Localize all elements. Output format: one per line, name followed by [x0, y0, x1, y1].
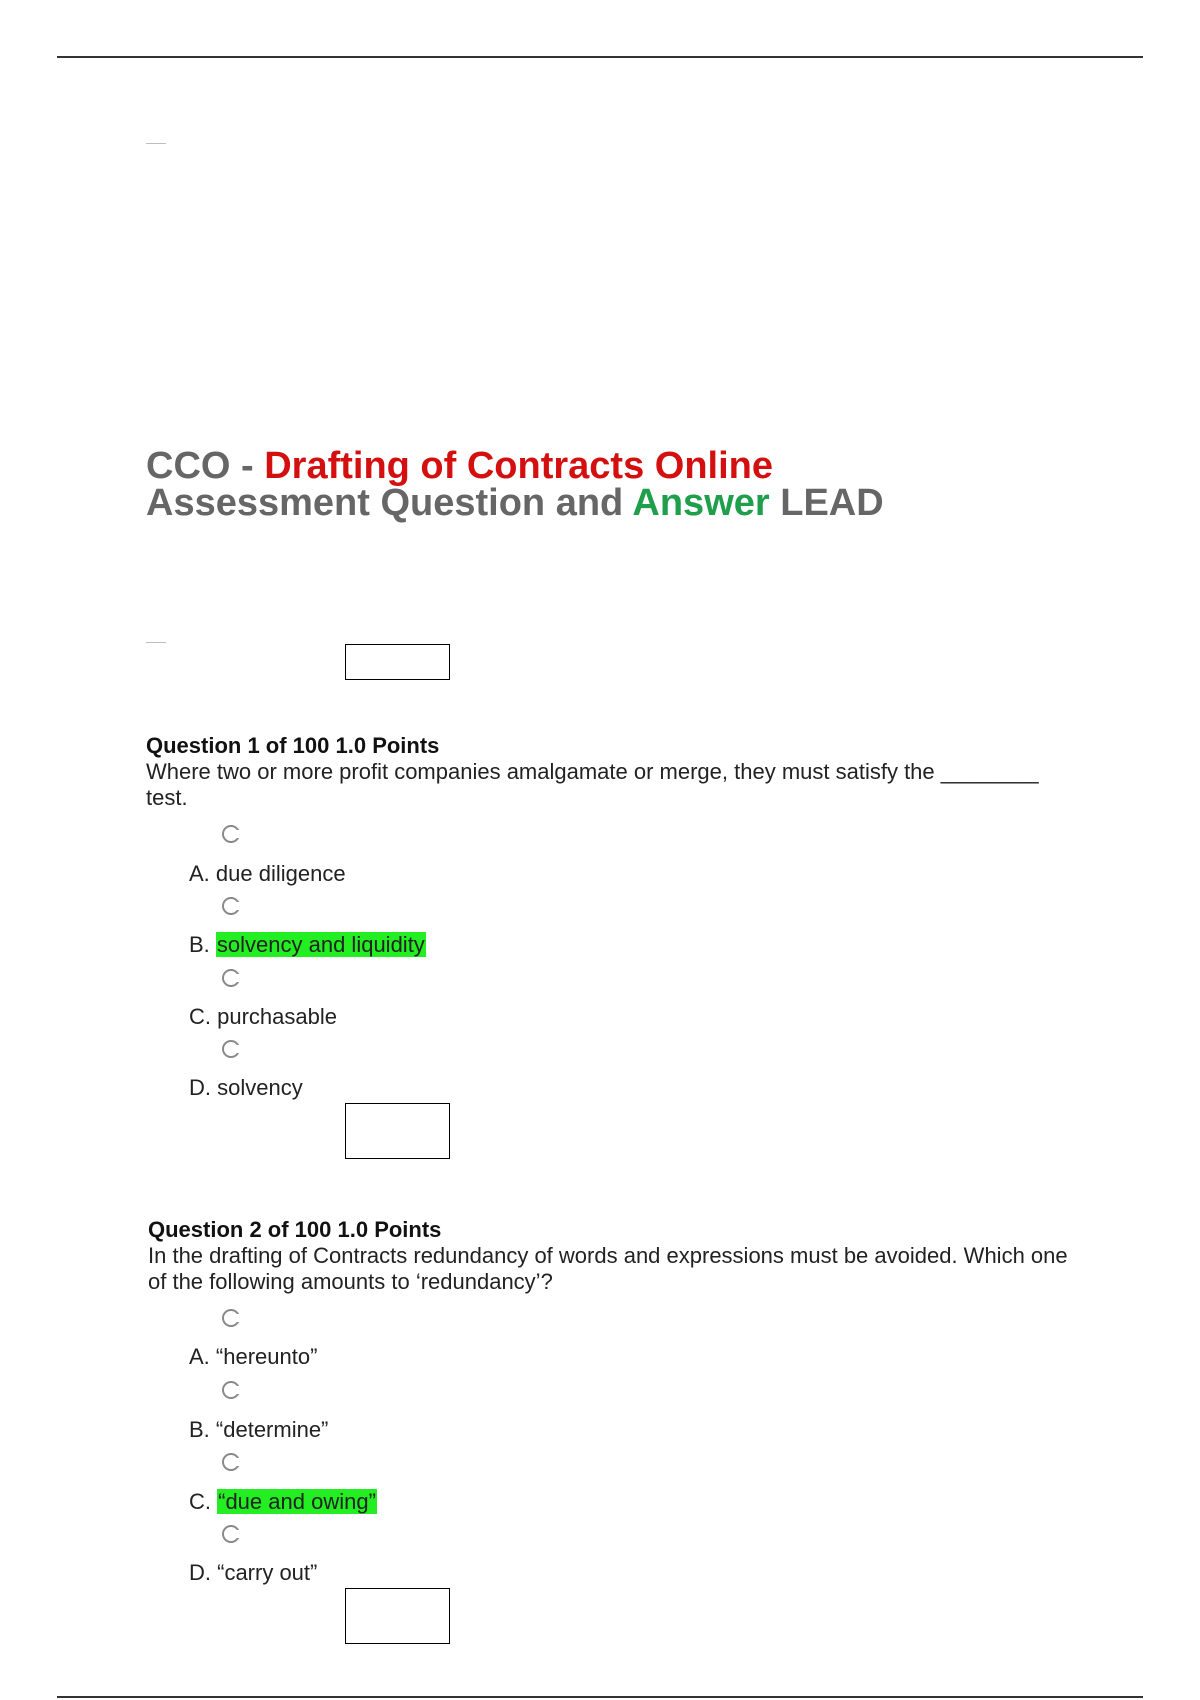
option-text: “determine”	[215, 1417, 329, 1442]
option-radio-q2-b[interactable]	[222, 1381, 240, 1399]
empty-box	[345, 1588, 450, 1644]
option-q2-b[interactable]	[189, 1417, 328, 1443]
option-q1-b[interactable]	[189, 932, 426, 958]
option-radio-q1-d[interactable]	[222, 1040, 240, 1058]
title-line2-start: Assessment Question and	[146, 482, 633, 524]
bottom-rule	[57, 1696, 1143, 1698]
option-letter: A.	[189, 1344, 216, 1369]
correct-answer-highlight: solvency and liquidity	[216, 932, 425, 957]
option-radio-q2-d[interactable]	[222, 1525, 240, 1543]
empty-box	[345, 644, 450, 680]
correct-answer-highlight: “due and owing”	[218, 1489, 376, 1514]
option-text: solvency	[217, 1075, 303, 1100]
top-rule	[57, 56, 1143, 58]
option-letter: C.	[189, 1489, 218, 1514]
decorative-dash	[146, 642, 166, 643]
option-text: “hereunto”	[215, 1344, 318, 1369]
option-letter: B.	[189, 932, 216, 957]
title-answer-word: Answer	[632, 482, 770, 524]
question-heading: Question 2 of 100 1.0 Points	[148, 1217, 442, 1242]
question-1	[146, 733, 1066, 811]
question-heading: Question 1 of 100 1.0 Points	[146, 733, 440, 758]
title-line2-end: LEAD	[769, 482, 884, 524]
title-prefix: CCO -	[146, 445, 265, 487]
option-letter: D.	[189, 1075, 218, 1100]
question-2	[148, 1217, 1068, 1295]
title-course-name: Drafting of Contracts Online	[264, 445, 774, 487]
question-text: In the drafting of Contracts redundancy of words and expressions must be avoided. Which one of the following amounts to ‘redundancy’?	[148, 1243, 1068, 1294]
option-q2-d[interactable]	[189, 1560, 317, 1586]
decorative-dash	[146, 143, 166, 144]
option-q1-a[interactable]	[189, 861, 346, 887]
option-letter: C.	[189, 1004, 218, 1029]
option-letter: A.	[189, 861, 216, 886]
option-radio-q2-c[interactable]	[222, 1453, 240, 1471]
option-letter: B.	[189, 1417, 216, 1442]
option-q1-d[interactable]	[189, 1075, 303, 1101]
option-letter: D.	[189, 1560, 218, 1585]
document-title	[146, 445, 884, 524]
title-line-2	[146, 482, 884, 524]
title-line-1	[146, 445, 884, 487]
question-text: Where two or more profit companies amalgamate or merge, they must satisfy the ________ test.	[146, 759, 1039, 810]
option-q2-c[interactable]	[189, 1489, 377, 1515]
option-radio-q1-b[interactable]	[222, 897, 240, 915]
option-q1-c[interactable]	[189, 1004, 337, 1030]
option-text: due diligence	[215, 861, 346, 886]
empty-box	[345, 1103, 450, 1159]
option-text: purchasable	[217, 1004, 337, 1029]
option-radio-q2-a[interactable]	[222, 1309, 240, 1327]
option-radio-q1-a[interactable]	[222, 825, 240, 843]
option-radio-q1-c[interactable]	[222, 969, 240, 987]
option-text: “carry out”	[217, 1560, 318, 1585]
option-q2-a[interactable]	[189, 1344, 317, 1370]
